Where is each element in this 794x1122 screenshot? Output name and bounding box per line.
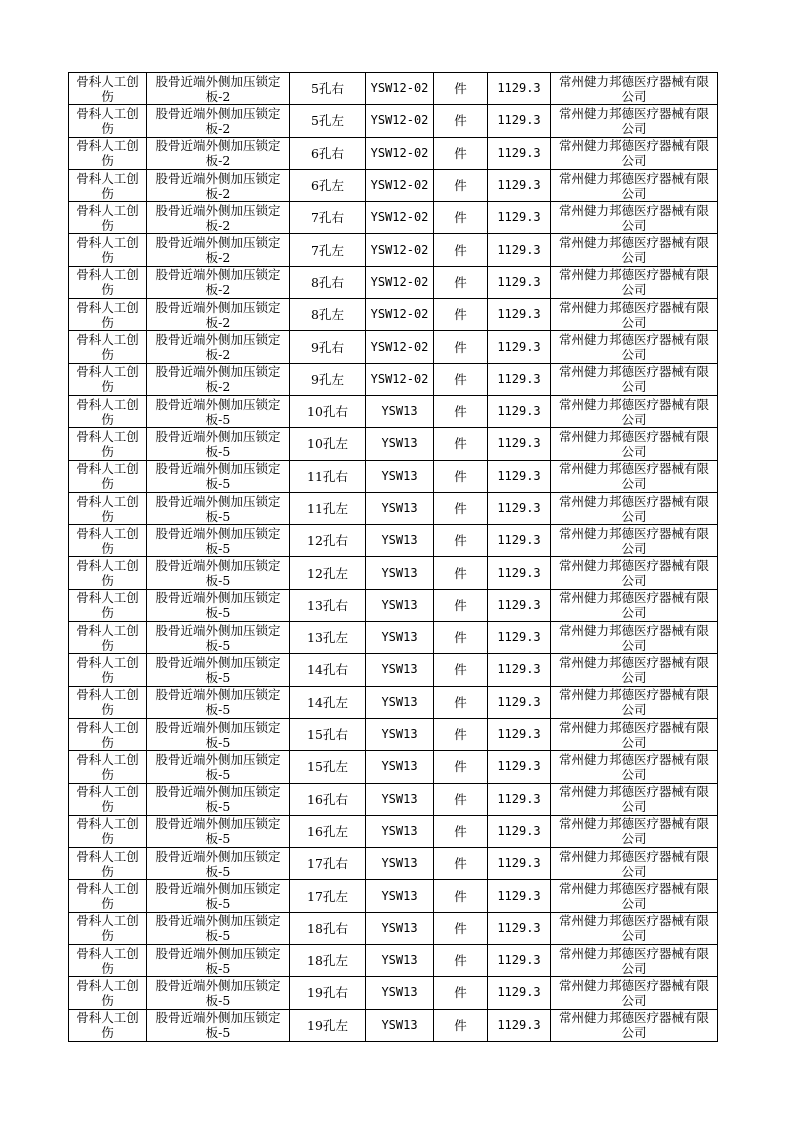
price-cell: 1129.3	[488, 945, 551, 977]
spec-cell: 8孔右	[290, 266, 366, 298]
company-cell: 常州健力邦德医疗器械有限公司	[551, 73, 718, 105]
company-cell: 常州健力邦德医疗器械有限公司	[551, 912, 718, 944]
spec-cell: 15孔右	[290, 718, 366, 750]
unit-cell: 件	[434, 751, 488, 783]
product-name-cell: 股骨近端外侧加压锁定板-5	[147, 751, 290, 783]
company-cell: 常州健力邦德医疗器械有限公司	[551, 751, 718, 783]
product-name-cell: 股骨近端外侧加压锁定板-5	[147, 460, 290, 492]
price-cell: 1129.3	[488, 105, 551, 137]
table-row	[69, 557, 718, 589]
category-cell: 骨科人工创伤	[69, 945, 147, 977]
price-cell: 1129.3	[488, 137, 551, 169]
company-cell: 常州健力邦德医疗器械有限公司	[551, 718, 718, 750]
model-cell: YSW12-02	[366, 105, 434, 137]
unit-cell: 件	[434, 945, 488, 977]
price-cell: 1129.3	[488, 977, 551, 1009]
spec-cell: 8孔左	[290, 299, 366, 331]
category-cell: 骨科人工创伤	[69, 460, 147, 492]
unit-cell: 件	[434, 589, 488, 621]
model-cell: YSW13	[366, 622, 434, 654]
product-name-cell: 股骨近端外侧加压锁定板-5	[147, 589, 290, 621]
price-cell: 1129.3	[488, 1009, 551, 1041]
table-row	[69, 686, 718, 718]
price-cell: 1129.3	[488, 751, 551, 783]
company-cell: 常州健力邦德医疗器械有限公司	[551, 105, 718, 137]
unit-cell: 件	[434, 622, 488, 654]
model-cell: YSW12-02	[366, 299, 434, 331]
product-name-cell: 股骨近端外侧加压锁定板-5	[147, 525, 290, 557]
unit-cell: 件	[434, 815, 488, 847]
model-cell: YSW13	[366, 880, 434, 912]
product-name-cell: 股骨近端外侧加压锁定板-2	[147, 299, 290, 331]
model-cell: YSW13	[366, 428, 434, 460]
product-name-cell: 股骨近端外侧加压锁定板-5	[147, 428, 290, 460]
spec-cell: 14孔右	[290, 654, 366, 686]
table-row	[69, 492, 718, 524]
table-row	[69, 589, 718, 621]
price-cell: 1129.3	[488, 331, 551, 363]
company-cell: 常州健力邦德医疗器械有限公司	[551, 169, 718, 201]
table-row	[69, 137, 718, 169]
unit-cell: 件	[434, 1009, 488, 1041]
product-name-cell: 股骨近端外侧加压锁定板-5	[147, 912, 290, 944]
product-name-cell: 股骨近端外侧加压锁定板-2	[147, 202, 290, 234]
product-name-cell: 股骨近端外侧加压锁定板-2	[147, 137, 290, 169]
spec-cell: 14孔左	[290, 686, 366, 718]
unit-cell: 件	[434, 202, 488, 234]
company-cell: 常州健力邦德医疗器械有限公司	[551, 363, 718, 395]
table-row	[69, 363, 718, 395]
product-name-cell: 股骨近端外侧加压锁定板-5	[147, 718, 290, 750]
spec-cell: 17孔右	[290, 848, 366, 880]
unit-cell: 件	[434, 557, 488, 589]
company-cell: 常州健力邦德医疗器械有限公司	[551, 137, 718, 169]
price-cell: 1129.3	[488, 202, 551, 234]
product-name-cell: 股骨近端外侧加压锁定板-5	[147, 880, 290, 912]
table-row	[69, 395, 718, 427]
price-cell: 1129.3	[488, 266, 551, 298]
category-cell: 骨科人工创伤	[69, 718, 147, 750]
product-name-cell: 股骨近端外侧加压锁定板-5	[147, 395, 290, 427]
company-cell: 常州健力邦德医疗器械有限公司	[551, 945, 718, 977]
table-row	[69, 654, 718, 686]
price-cell: 1129.3	[488, 654, 551, 686]
table-row	[69, 1009, 718, 1041]
category-cell: 骨科人工创伤	[69, 363, 147, 395]
table-row	[69, 234, 718, 266]
product-name-cell: 股骨近端外侧加压锁定板-5	[147, 492, 290, 524]
price-cell: 1129.3	[488, 880, 551, 912]
unit-cell: 件	[434, 492, 488, 524]
product-name-cell: 股骨近端外侧加压锁定板-2	[147, 73, 290, 105]
price-cell: 1129.3	[488, 460, 551, 492]
company-cell: 常州健力邦德医疗器械有限公司	[551, 557, 718, 589]
category-cell: 骨科人工创伤	[69, 137, 147, 169]
unit-cell: 件	[434, 718, 488, 750]
category-cell: 骨科人工创伤	[69, 395, 147, 427]
spec-cell: 9孔左	[290, 363, 366, 395]
spec-cell: 13孔右	[290, 589, 366, 621]
model-cell: YSW13	[366, 525, 434, 557]
unit-cell: 件	[434, 331, 488, 363]
model-cell: YSW13	[366, 1009, 434, 1041]
spec-cell: 6孔右	[290, 137, 366, 169]
model-cell: YSW12-02	[366, 234, 434, 266]
spec-cell: 16孔右	[290, 783, 366, 815]
product-name-cell: 股骨近端外侧加压锁定板-2	[147, 266, 290, 298]
category-cell: 骨科人工创伤	[69, 686, 147, 718]
company-cell: 常州健力邦德医疗器械有限公司	[551, 395, 718, 427]
table-row	[69, 945, 718, 977]
company-cell: 常州健力邦德医疗器械有限公司	[551, 266, 718, 298]
category-cell: 骨科人工创伤	[69, 848, 147, 880]
company-cell: 常州健力邦德医疗器械有限公司	[551, 783, 718, 815]
company-cell: 常州健力邦德医疗器械有限公司	[551, 1009, 718, 1041]
model-cell: YSW12-02	[366, 169, 434, 201]
unit-cell: 件	[434, 428, 488, 460]
spec-cell: 13孔左	[290, 622, 366, 654]
table-row	[69, 73, 718, 105]
price-cell: 1129.3	[488, 395, 551, 427]
price-cell: 1129.3	[488, 718, 551, 750]
model-cell: YSW13	[366, 395, 434, 427]
product-name-cell: 股骨近端外侧加压锁定板-5	[147, 848, 290, 880]
price-cell: 1129.3	[488, 622, 551, 654]
model-cell: YSW13	[366, 848, 434, 880]
spec-cell: 19孔右	[290, 977, 366, 1009]
unit-cell: 件	[434, 234, 488, 266]
company-cell: 常州健力邦德医疗器械有限公司	[551, 848, 718, 880]
model-cell: YSW13	[366, 751, 434, 783]
table-row	[69, 299, 718, 331]
model-cell: YSW13	[366, 912, 434, 944]
company-cell: 常州健力邦德医疗器械有限公司	[551, 880, 718, 912]
spec-cell: 16孔左	[290, 815, 366, 847]
table-row	[69, 880, 718, 912]
unit-cell: 件	[434, 977, 488, 1009]
price-cell: 1129.3	[488, 815, 551, 847]
price-cell: 1129.3	[488, 525, 551, 557]
product-name-cell: 股骨近端外侧加压锁定板-5	[147, 945, 290, 977]
product-name-cell: 股骨近端外侧加压锁定板-2	[147, 105, 290, 137]
price-cell: 1129.3	[488, 783, 551, 815]
unit-cell: 件	[434, 266, 488, 298]
model-cell: YSW12-02	[366, 137, 434, 169]
table-row	[69, 525, 718, 557]
company-cell: 常州健力邦德医疗器械有限公司	[551, 622, 718, 654]
category-cell: 骨科人工创伤	[69, 880, 147, 912]
model-cell: YSW13	[366, 557, 434, 589]
spec-cell: 19孔左	[290, 1009, 366, 1041]
company-cell: 常州健力邦德医疗器械有限公司	[551, 589, 718, 621]
unit-cell: 件	[434, 525, 488, 557]
product-name-cell: 股骨近端外侧加压锁定板-2	[147, 363, 290, 395]
unit-cell: 件	[434, 686, 488, 718]
table-row	[69, 815, 718, 847]
company-cell: 常州健力邦德医疗器械有限公司	[551, 331, 718, 363]
product-name-cell: 股骨近端外侧加压锁定板-5	[147, 783, 290, 815]
company-cell: 常州健力邦德医疗器械有限公司	[551, 202, 718, 234]
model-cell: YSW12-02	[366, 266, 434, 298]
category-cell: 骨科人工创伤	[69, 492, 147, 524]
table-row	[69, 718, 718, 750]
product-name-cell: 股骨近端外侧加压锁定板-2	[147, 331, 290, 363]
model-cell: YSW13	[366, 460, 434, 492]
table-row	[69, 912, 718, 944]
model-cell: YSW12-02	[366, 73, 434, 105]
category-cell: 骨科人工创伤	[69, 525, 147, 557]
category-cell: 骨科人工创伤	[69, 234, 147, 266]
unit-cell: 件	[434, 783, 488, 815]
price-cell: 1129.3	[488, 73, 551, 105]
table-row	[69, 331, 718, 363]
category-cell: 骨科人工创伤	[69, 266, 147, 298]
unit-cell: 件	[434, 73, 488, 105]
model-cell: YSW12-02	[366, 331, 434, 363]
table-row	[69, 460, 718, 492]
unit-cell: 件	[434, 105, 488, 137]
spec-cell: 17孔左	[290, 880, 366, 912]
spec-cell: 7孔右	[290, 202, 366, 234]
table-row	[69, 428, 718, 460]
unit-cell: 件	[434, 169, 488, 201]
spec-cell: 15孔左	[290, 751, 366, 783]
spec-cell: 18孔右	[290, 912, 366, 944]
category-cell: 骨科人工创伤	[69, 622, 147, 654]
category-cell: 骨科人工创伤	[69, 1009, 147, 1041]
company-cell: 常州健力邦德医疗器械有限公司	[551, 525, 718, 557]
spec-cell: 9孔右	[290, 331, 366, 363]
model-cell: YSW13	[366, 815, 434, 847]
table-row	[69, 266, 718, 298]
spec-cell: 12孔左	[290, 557, 366, 589]
category-cell: 骨科人工创伤	[69, 428, 147, 460]
unit-cell: 件	[434, 848, 488, 880]
spec-cell: 10孔左	[290, 428, 366, 460]
model-cell: YSW13	[366, 783, 434, 815]
company-cell: 常州健力邦德医疗器械有限公司	[551, 686, 718, 718]
model-cell: YSW13	[366, 718, 434, 750]
model-cell: YSW13	[366, 977, 434, 1009]
product-name-cell: 股骨近端外侧加压锁定板-5	[147, 686, 290, 718]
unit-cell: 件	[434, 395, 488, 427]
spec-cell: 11孔右	[290, 460, 366, 492]
table-row	[69, 751, 718, 783]
spec-cell: 12孔右	[290, 525, 366, 557]
table-row	[69, 977, 718, 1009]
model-cell: YSW12-02	[366, 363, 434, 395]
unit-cell: 件	[434, 299, 488, 331]
category-cell: 骨科人工创伤	[69, 783, 147, 815]
model-cell: YSW13	[366, 492, 434, 524]
unit-cell: 件	[434, 137, 488, 169]
unit-cell: 件	[434, 460, 488, 492]
price-cell: 1129.3	[488, 557, 551, 589]
model-cell: YSW13	[366, 945, 434, 977]
model-cell: YSW13	[366, 589, 434, 621]
product-table-body	[69, 73, 718, 1042]
price-cell: 1129.3	[488, 589, 551, 621]
price-cell: 1129.3	[488, 492, 551, 524]
price-cell: 1129.3	[488, 299, 551, 331]
product-name-cell: 股骨近端外侧加压锁定板-5	[147, 977, 290, 1009]
company-cell: 常州健力邦德医疗器械有限公司	[551, 428, 718, 460]
product-name-cell: 股骨近端外侧加压锁定板-5	[147, 622, 290, 654]
unit-cell: 件	[434, 912, 488, 944]
spec-cell: 11孔左	[290, 492, 366, 524]
category-cell: 骨科人工创伤	[69, 977, 147, 1009]
category-cell: 骨科人工创伤	[69, 815, 147, 847]
model-cell: YSW13	[366, 686, 434, 718]
spec-cell: 5孔左	[290, 105, 366, 137]
company-cell: 常州健力邦德医疗器械有限公司	[551, 460, 718, 492]
unit-cell: 件	[434, 880, 488, 912]
company-cell: 常州健力邦德医疗器械有限公司	[551, 492, 718, 524]
table-row	[69, 202, 718, 234]
table-row	[69, 622, 718, 654]
category-cell: 骨科人工创伤	[69, 912, 147, 944]
table-row	[69, 169, 718, 201]
spec-cell: 18孔左	[290, 945, 366, 977]
spec-cell: 5孔右	[290, 73, 366, 105]
model-cell: YSW13	[366, 654, 434, 686]
company-cell: 常州健力邦德医疗器械有限公司	[551, 234, 718, 266]
model-cell: YSW12-02	[366, 202, 434, 234]
price-cell: 1129.3	[488, 169, 551, 201]
company-cell: 常州健力邦德医疗器械有限公司	[551, 977, 718, 1009]
product-name-cell: 股骨近端外侧加压锁定板-5	[147, 1009, 290, 1041]
company-cell: 常州健力邦德医疗器械有限公司	[551, 299, 718, 331]
price-cell: 1129.3	[488, 363, 551, 395]
category-cell: 骨科人工创伤	[69, 331, 147, 363]
product-name-cell: 股骨近端外侧加压锁定板-5	[147, 557, 290, 589]
spec-cell: 10孔右	[290, 395, 366, 427]
spec-cell: 6孔左	[290, 169, 366, 201]
category-cell: 骨科人工创伤	[69, 105, 147, 137]
category-cell: 骨科人工创伤	[69, 299, 147, 331]
product-name-cell: 股骨近端外侧加压锁定板-2	[147, 234, 290, 266]
price-cell: 1129.3	[488, 912, 551, 944]
table-row	[69, 105, 718, 137]
price-cell: 1129.3	[488, 686, 551, 718]
category-cell: 骨科人工创伤	[69, 557, 147, 589]
category-cell: 骨科人工创伤	[69, 589, 147, 621]
unit-cell: 件	[434, 363, 488, 395]
product-name-cell: 股骨近端外侧加压锁定板-5	[147, 654, 290, 686]
category-cell: 骨科人工创伤	[69, 202, 147, 234]
spec-cell: 7孔左	[290, 234, 366, 266]
category-cell: 骨科人工创伤	[69, 751, 147, 783]
table-row	[69, 848, 718, 880]
product-name-cell: 股骨近端外侧加压锁定板-2	[147, 169, 290, 201]
table-row	[69, 783, 718, 815]
category-cell: 骨科人工创伤	[69, 73, 147, 105]
category-cell: 骨科人工创伤	[69, 169, 147, 201]
price-cell: 1129.3	[488, 428, 551, 460]
product-table	[68, 72, 718, 1042]
product-name-cell: 股骨近端外侧加压锁定板-5	[147, 815, 290, 847]
company-cell: 常州健力邦德医疗器械有限公司	[551, 815, 718, 847]
company-cell: 常州健力邦德医疗器械有限公司	[551, 654, 718, 686]
price-cell: 1129.3	[488, 234, 551, 266]
category-cell: 骨科人工创伤	[69, 654, 147, 686]
unit-cell: 件	[434, 654, 488, 686]
price-cell: 1129.3	[488, 848, 551, 880]
